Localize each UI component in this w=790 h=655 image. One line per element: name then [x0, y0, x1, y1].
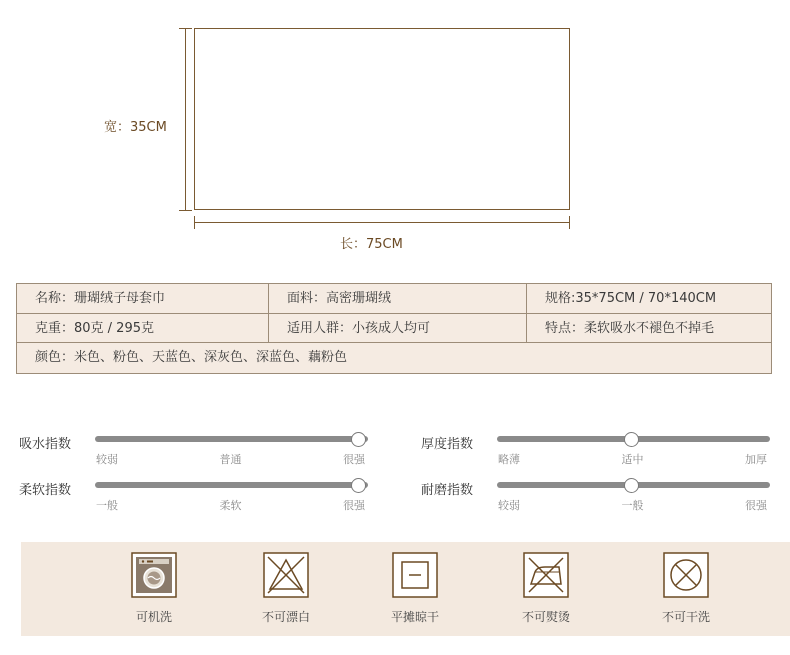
care-item-no-iron — [496, 552, 596, 625]
no-iron-icon — [523, 552, 569, 598]
spec-row — [17, 314, 771, 344]
length-dimension-cap-right — [569, 216, 570, 229]
index-tick-label: 很强 — [343, 499, 365, 512]
index-tick-label: 略薄 — [498, 453, 520, 466]
no-dry-clean-icon — [663, 552, 709, 598]
care-item-machine-wash — [104, 552, 204, 625]
length-label: 长：75CM — [340, 237, 403, 252]
index-tick-label: 很强 — [343, 453, 365, 466]
spec-row — [17, 284, 771, 314]
care-label: 不可干洗 — [661, 610, 710, 624]
length-dimension-cap-left — [194, 216, 195, 229]
machine-wash-icon — [131, 552, 177, 598]
width-dimension-cap-bottom — [179, 210, 192, 211]
index-knob — [624, 478, 639, 493]
width-dimension-line — [185, 28, 186, 211]
length-dimension-line — [194, 222, 570, 223]
spec-row — [17, 343, 771, 373]
index-tick-label: 普通 — [219, 453, 242, 466]
index-label: 厚度指数 — [421, 437, 474, 452]
care-label: 不可漂白 — [261, 610, 310, 624]
care-label: 平摊晾干 — [390, 610, 439, 624]
care-label: 可机洗 — [135, 610, 172, 624]
index-tick-label: 适中 — [621, 453, 644, 466]
index-label: 柔软指数 — [19, 483, 72, 498]
care-item-no-bleach — [236, 552, 336, 625]
spec-size: 规格:35*75CM / 70*140CM — [545, 291, 717, 306]
dry-flat-icon — [392, 552, 438, 598]
index-knob — [351, 478, 366, 493]
index-track — [95, 436, 368, 442]
spec-weight: 克重：80克 / 295克 — [17, 314, 269, 343]
index-knob — [351, 432, 366, 447]
no-bleach-icon — [263, 552, 309, 598]
index-tick-label: 很强 — [745, 499, 767, 512]
spec-fabric: 面料：高密珊瑚绒 — [269, 284, 527, 313]
index-tick-label: 一般 — [96, 499, 118, 512]
towel-outline — [194, 28, 570, 210]
index-knob — [624, 432, 639, 447]
spec-name: 名称：珊瑚绒子母套巾 — [17, 284, 269, 313]
care-item-dry-flat — [365, 552, 465, 625]
care-item-no-dry-clean — [636, 552, 736, 625]
spec-features: 特点：柔软吸水不褪色不掉毛 — [545, 320, 715, 336]
index-tick-label: 加厚 — [745, 453, 767, 466]
index-label: 耐磨指数 — [421, 483, 474, 498]
spec-colors: 颜色：米色、粉色、天蓝色、深灰色、深蓝色、藕粉色 — [35, 350, 348, 365]
index-tick-label: 较弱 — [96, 453, 118, 466]
index-track — [95, 482, 368, 488]
index-tick-label: 较弱 — [498, 499, 520, 512]
index-tick-label: 柔软 — [219, 499, 242, 512]
spec-table — [16, 283, 772, 374]
spec-audience: 适用人群：小孩成人均可 — [269, 314, 527, 343]
index-label: 吸水指数 — [19, 437, 72, 452]
index-tick-label: 一般 — [621, 499, 644, 512]
care-instructions-band — [21, 542, 790, 636]
width-label: 宽：35CM — [104, 120, 167, 135]
care-label: 不可熨烫 — [521, 610, 570, 624]
width-dimension-cap-top — [179, 28, 192, 29]
